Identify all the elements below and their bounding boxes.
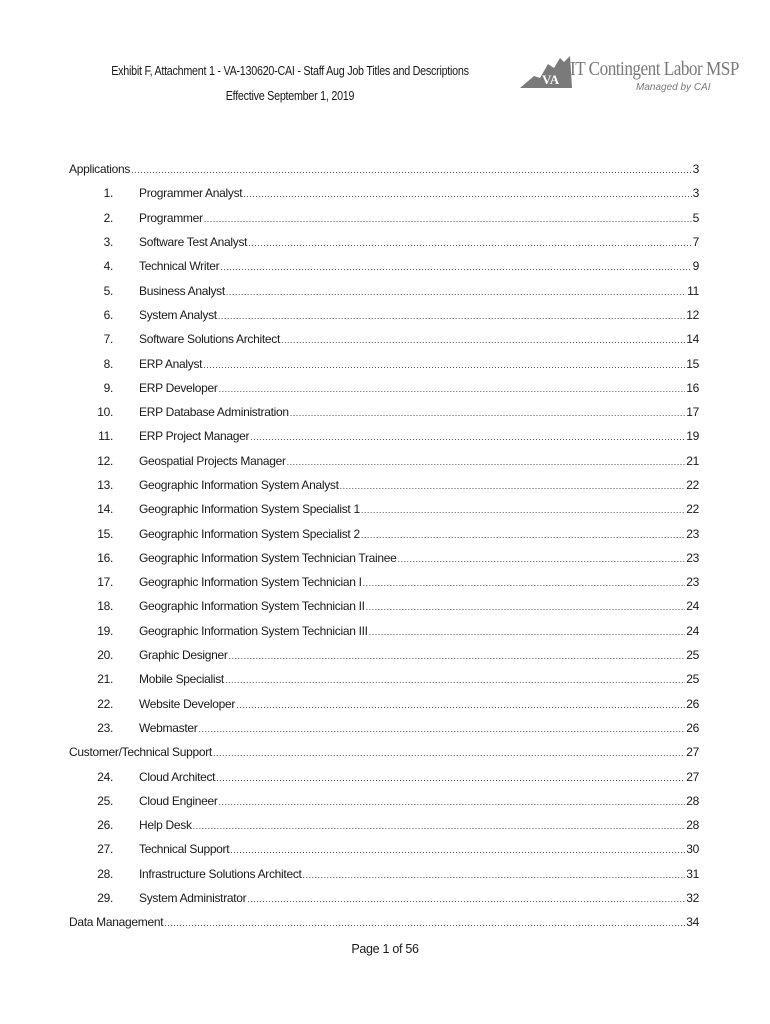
toc-page-number: 30 [686, 842, 699, 857]
toc-item-number: 16. [97, 550, 113, 565]
toc-page-number: 22 [686, 478, 699, 492]
toc-item-row[interactable] [69, 837, 699, 861]
toc-item-row[interactable] [69, 862, 699, 886]
toc-item-row[interactable] [69, 521, 699, 545]
toc-item-number: 10. [97, 405, 113, 420]
toc-page-number: 3 [692, 186, 699, 201]
toc-item-label: Cloud Engineer [139, 793, 218, 808]
toc-item-label: Website Developer [139, 696, 236, 711]
toc-item-label: Graphic Designer [139, 648, 228, 663]
toc-item-label: Geographic Information System Specialist 2 [139, 526, 360, 541]
toc-dot-leader [369, 627, 686, 637]
page-number: Page 1 of 56 [351, 942, 419, 956]
toc-item-row[interactable] [69, 570, 699, 594]
it-contingent-labor-logo [518, 50, 739, 100]
toc-page-number: 7 [692, 235, 699, 250]
toc-item-label: Business Analyst [139, 283, 225, 298]
toc-item-row[interactable] [69, 473, 699, 497]
toc-dot-leader [361, 530, 685, 540]
toc-item-row[interactable] [69, 424, 699, 448]
toc-dot-leader [193, 821, 686, 831]
toc-item-label: Geographic Information System Technician Trainee [139, 550, 397, 565]
toc-page-number: 26 [686, 720, 699, 735]
toc-page-number: 24 [686, 623, 699, 638]
document-title: Exhibit F, Attachment 1 - VA-130620-CAI - Staff Aug Job Titles and Descriptions [111, 64, 469, 78]
toc-dot-leader [250, 432, 685, 442]
toc-page-number: 12 [686, 307, 699, 322]
toc-dot-leader [361, 505, 685, 515]
toc-dot-leader [203, 360, 685, 370]
toc-dot-leader [340, 481, 686, 491]
toc-item-number: 14. [97, 502, 113, 517]
toc-page-number: 15 [686, 356, 699, 371]
toc-item-number: 1. [103, 186, 113, 201]
toc-item-row[interactable] [69, 546, 699, 570]
toc-item-number: 29. [97, 891, 113, 906]
toc-dot-leader [131, 165, 692, 175]
toc-dot-leader [219, 797, 686, 807]
toc-dot-leader [164, 918, 685, 928]
toc-section-row[interactable] [69, 910, 699, 934]
toc-item-number: 28. [97, 866, 113, 881]
toc-item-label: ERP Developer [139, 380, 218, 395]
toc-dot-leader [213, 748, 685, 758]
toc-item-label: Infrastructure Solutions Architect [139, 866, 302, 881]
toc-item-row[interactable] [69, 351, 699, 375]
toc-item-label: Geospatial Projects Manager [139, 453, 286, 468]
toc-item-number: 27. [97, 842, 113, 857]
toc-page-number: 25 [686, 672, 699, 687]
toc-item-label: Software Test Analyst [139, 235, 248, 250]
toc-dot-leader [229, 651, 686, 661]
toc-item-number: 17. [97, 575, 113, 590]
toc-item-number: 21. [97, 672, 113, 687]
toc-item-number: 3. [103, 235, 113, 250]
toc-page-number: 24 [686, 599, 699, 614]
toc-dot-leader [281, 335, 685, 345]
toc-dot-leader [204, 214, 692, 224]
toc-item-number: 26. [97, 818, 113, 833]
toc-item-row[interactable] [69, 230, 699, 254]
toc-item-label: ERP Project Manager [139, 429, 250, 444]
toc-item-label: ERP Database Administration [139, 405, 289, 420]
logo-text: IT Contingent Labor MSP [570, 58, 739, 80]
toc-item-label: Geographic Information System Technician I [139, 575, 362, 590]
toc-item-label: Help Desk [139, 818, 192, 833]
toc-item-row[interactable] [69, 764, 699, 788]
toc-item-label: Technical Writer [139, 259, 220, 274]
toc-dot-leader [248, 238, 691, 248]
toc-dot-leader [219, 384, 686, 394]
toc-page-number: 11 [687, 283, 699, 298]
toc-section-row[interactable] [69, 740, 699, 764]
toc-dot-leader [236, 700, 685, 710]
toc-item-row[interactable] [69, 497, 699, 521]
toc-page-number: 14 [686, 332, 699, 347]
logo-mark: VA [542, 72, 560, 87]
toc-page-number: 19 [686, 429, 699, 444]
toc-page-number: 27 [686, 745, 699, 760]
toc-item-row[interactable] [69, 206, 699, 230]
toc-item-number: 15. [97, 526, 113, 541]
toc-item-row[interactable] [69, 716, 699, 740]
toc-item-row[interactable] [69, 254, 699, 278]
toc-item-label: Programmer [139, 210, 203, 225]
toc-item-number: 23. [97, 720, 113, 735]
toc-section-label: Customer/Technical Support [69, 745, 212, 760]
toc-item-number: 13. [97, 478, 113, 492]
toc-item-row[interactable] [69, 327, 699, 351]
toc-item-row[interactable] [69, 303, 699, 327]
toc-dot-leader [287, 457, 686, 467]
toc-item-label: Mobile Specialist [139, 672, 224, 687]
toc-item-row[interactable] [69, 692, 699, 716]
toc-item-label: Technical Support [139, 842, 230, 857]
toc-item-label: Software Solutions Architect [139, 332, 281, 347]
toc-dot-leader [230, 845, 685, 855]
toc-item-number: 22. [97, 696, 113, 711]
toc-item-label: Geographic Information System Technician III [139, 623, 368, 638]
toc-item-row[interactable] [69, 376, 699, 400]
document-effective-date: Effective September 1, 2019 [225, 89, 355, 103]
toc-page-number: 23 [686, 550, 699, 565]
toc-item-row[interactable] [69, 594, 699, 618]
toc-item-number: 5. [103, 283, 113, 298]
toc-item-row[interactable] [69, 813, 699, 837]
toc-item-row[interactable] [69, 449, 699, 473]
toc-item-number: 20. [97, 648, 113, 663]
toc-item-row[interactable] [69, 181, 699, 205]
toc-dot-leader [220, 262, 691, 272]
toc-dot-leader [303, 870, 686, 880]
toc-page-number: 31 [686, 866, 699, 881]
toc-item-number: 9. [103, 380, 113, 395]
toc-page-number: 32 [686, 891, 699, 906]
toc-item-label: Geographic Information System Technician II [139, 599, 365, 614]
toc-item-label: Geographic Information System Specialist 1 [139, 502, 360, 517]
toc-page-number: 25 [686, 648, 699, 663]
toc-page-number: 27 [686, 769, 699, 784]
toc-item-label: Programmer Analyst [139, 186, 243, 201]
toc-item-row[interactable] [69, 278, 699, 302]
toc-item-number: 18. [97, 599, 113, 614]
toc-section-label: Data Management [69, 915, 164, 930]
toc-page-number: 23 [686, 575, 699, 590]
toc-dot-leader [225, 675, 685, 685]
toc-item-number: 6. [103, 307, 113, 322]
toc-item-number: 25. [97, 793, 113, 808]
toc-item-label: ERP Analyst [139, 356, 203, 371]
toc-item-number: 24. [97, 769, 113, 784]
toc-dot-leader [243, 189, 691, 199]
toc-page-number: 5 [692, 210, 699, 225]
toc-dot-leader [247, 894, 685, 904]
toc-item-label: System Administrator [139, 891, 247, 906]
toc-page-number: 21 [686, 453, 699, 468]
toc-page-number: 28 [686, 818, 699, 833]
toc-dot-leader [290, 408, 685, 418]
toc-item-row[interactable] [69, 643, 699, 667]
toc-page-number: 34 [686, 915, 699, 930]
toc-dot-leader [398, 554, 686, 564]
toc-item-number: 2. [103, 210, 113, 225]
toc-section-row[interactable] [69, 157, 699, 181]
toc-page-number: 16 [686, 380, 699, 395]
virginia-state-icon [520, 54, 572, 90]
toc-item-label: Geographic Information System Analyst [139, 478, 339, 492]
toc-item-number: 4. [103, 259, 113, 274]
logo-subtitle: Managed by CAI [636, 82, 711, 93]
toc-dot-leader [216, 773, 685, 783]
toc-item-number: 12. [97, 453, 113, 468]
toc-item-number: 19. [97, 623, 113, 638]
table-of-contents [69, 157, 699, 935]
toc-item-row[interactable] [69, 886, 699, 910]
toc-item-number: 7. [103, 332, 113, 347]
toc-page-number: 9 [692, 259, 699, 274]
toc-item-row[interactable] [69, 400, 699, 424]
toc-item-row[interactable] [69, 789, 699, 813]
toc-item-label: Webmaster [139, 720, 198, 735]
toc-item-number: 11. [98, 429, 113, 444]
toc-item-row[interactable] [69, 667, 699, 691]
toc-dot-leader [366, 602, 686, 612]
toc-item-row[interactable] [69, 619, 699, 643]
toc-dot-leader [226, 287, 686, 297]
toc-dot-leader [363, 578, 686, 588]
toc-page-number: 22 [686, 502, 699, 517]
toc-page-number: 17 [686, 405, 699, 420]
toc-item-number: 8. [103, 356, 113, 371]
toc-item-label: Cloud Architect [139, 769, 216, 784]
toc-item-label: System Analyst [139, 307, 217, 322]
toc-page-number: 28 [686, 793, 699, 808]
toc-page-number: 23 [686, 526, 699, 541]
toc-page-number: 26 [686, 696, 699, 711]
toc-dot-leader [218, 311, 685, 321]
toc-page-number: 3 [692, 162, 699, 177]
toc-dot-leader [198, 724, 685, 734]
toc-section-label: Applications [69, 162, 131, 177]
